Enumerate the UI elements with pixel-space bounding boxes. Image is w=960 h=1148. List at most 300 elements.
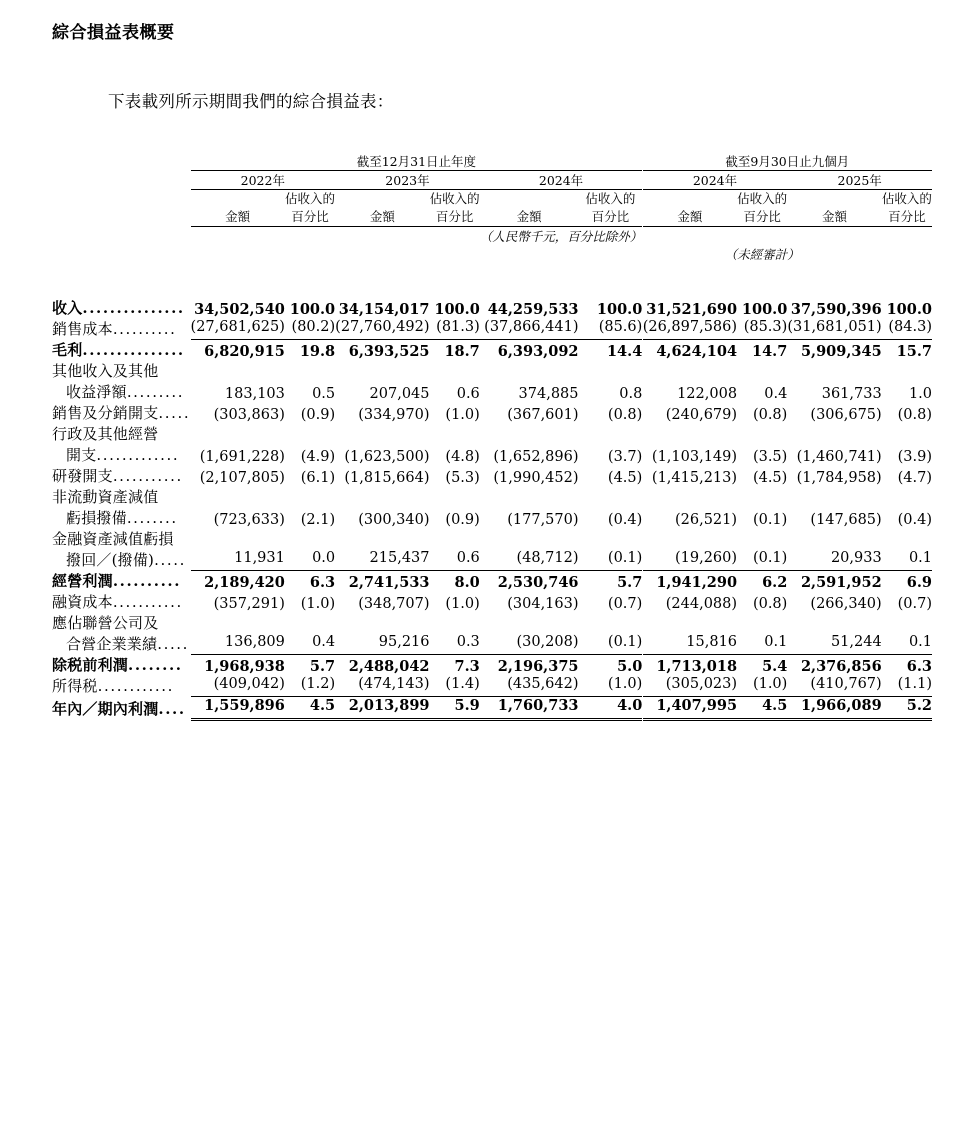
cell-percent: (85.6): [579, 318, 643, 339]
cell-amount: 215,437: [335, 549, 429, 570]
row-label-text: 銷售成本: [52, 320, 113, 339]
cell-percent: (1.0): [445, 596, 480, 613]
cell-percent: [430, 528, 480, 549]
cell-amount: (435,642): [480, 675, 579, 696]
row-label: [52, 381, 191, 402]
cell-percent: (4.5): [607, 470, 643, 487]
cell-amount: 6,820,915: [204, 343, 285, 361]
sub-header-percent-2023: 佔收入的 百分比: [429, 191, 480, 225]
cell-amount: [335, 528, 429, 549]
dot-leader: ............: [97, 677, 175, 696]
cell-percent: [430, 486, 480, 507]
cell-amount: (357,291): [213, 596, 285, 613]
row-label-text: 金融資產減值虧損: [52, 530, 174, 549]
cell-amount: (1,815,664): [344, 470, 430, 487]
cell-amount: 20,933: [787, 549, 881, 570]
sub-header-amount-2022: 金額: [225, 209, 251, 225]
cell-amount: 1,941,290: [656, 574, 738, 592]
cell-percent: (0.4): [607, 512, 643, 529]
cell-amount: (303,863): [213, 407, 285, 424]
cell-percent: [737, 612, 787, 633]
group-title-row: [52, 152, 932, 170]
dot-leader: .....: [154, 551, 186, 570]
row-label: [52, 486, 191, 507]
row-label-text: 開支: [66, 446, 97, 465]
dot-leader: ...............: [82, 341, 185, 360]
cell-percent: (0.8): [607, 407, 643, 424]
cell-percent: (4.8): [445, 449, 480, 466]
cell-percent: 100.0: [289, 301, 336, 319]
sub-header-percent-2024-interim: 佔收入的 百分比: [737, 191, 788, 225]
cell-percent: 0.5: [312, 386, 336, 403]
cell-amount: 11,931: [191, 549, 285, 570]
cell-percent: (4.7): [897, 470, 932, 487]
sub-header-percent-2025-interim: 佔收入的 百分比: [881, 191, 932, 225]
cell-percent: 0.1: [737, 633, 787, 654]
cell-percent: 0.1: [882, 549, 932, 570]
cell-amount: 361,733: [821, 386, 882, 403]
cell-percent: 0.8: [619, 386, 643, 403]
cell-amount: [480, 360, 579, 381]
cell-percent: 1.0: [908, 386, 932, 403]
cell-amount: [480, 528, 579, 549]
cell-percent: [285, 528, 335, 549]
row-label-text: 毛利: [52, 341, 83, 360]
table-row: [52, 381, 932, 402]
table-row: [52, 675, 932, 696]
year-header-2025-interim: 2025年: [837, 173, 882, 188]
row-label: [52, 570, 191, 591]
row-label-text: 應佔聯營公司及: [52, 614, 159, 633]
cell-percent: 18.7: [444, 343, 480, 361]
row-label: [52, 507, 191, 528]
dot-leader: .........: [126, 383, 185, 402]
intro-paragraph: 下表載列所示期間我們的綜合損益表：: [108, 92, 394, 111]
row-label-text: 研發開支: [52, 467, 113, 486]
table-row: [52, 528, 932, 549]
year-header-2023: 2023年: [385, 173, 430, 188]
cell-amount: (244,088): [665, 596, 738, 613]
sub-header-percent-2024: 佔收入的 百分比: [585, 191, 636, 225]
row-label: [52, 297, 191, 318]
sub-header-amount-2024-interim: 金額: [677, 209, 703, 225]
year-header-2022: 2022年: [240, 173, 285, 188]
cell-amount: [191, 423, 285, 444]
cell-percent: [430, 423, 480, 444]
cell-amount: 1,713,018: [656, 658, 738, 676]
cell-percent: [579, 612, 643, 633]
cell-amount: (2,107,805): [199, 470, 285, 487]
cell-amount: 2,488,042: [348, 658, 430, 676]
cell-amount: (31,681,051): [787, 318, 881, 339]
dot-leader: ....: [158, 700, 186, 719]
cell-percent: 5.2: [882, 696, 932, 719]
cell-percent: (0.1): [579, 633, 643, 654]
cell-amount: [335, 423, 429, 444]
table-row: [52, 339, 932, 360]
cell-amount: (240,679): [665, 407, 738, 424]
cell-percent: 14.4: [606, 343, 643, 361]
cell-amount: [480, 612, 579, 633]
cell-percent: (0.9): [445, 512, 480, 529]
cell-percent: 6.3: [309, 574, 336, 592]
cell-amount: [191, 486, 285, 507]
dot-leader: ..........: [112, 572, 182, 591]
cell-amount: [480, 486, 579, 507]
row-label: [52, 402, 191, 423]
page-title: 綜合損益表概要: [52, 23, 175, 43]
cell-percent: (0.9): [300, 407, 336, 424]
year-header-2024-interim: 2024年: [692, 173, 738, 188]
cell-percent: [430, 360, 480, 381]
row-label-text: 收入: [52, 299, 83, 318]
dot-leader: ...........: [112, 593, 183, 612]
dot-leader: ........: [128, 656, 183, 675]
cell-percent: 6.3: [906, 658, 932, 676]
cell-amount: 2,530,746: [497, 574, 579, 592]
table-row: [52, 507, 932, 528]
row-label: [52, 696, 191, 719]
cell-percent: (1.0): [300, 596, 336, 613]
cell-percent: [579, 360, 643, 381]
cell-amount: 37,590,396: [790, 301, 882, 319]
row-label-text: 撥回／(撥備): [66, 551, 155, 570]
cell-percent: (0.8): [752, 596, 788, 613]
cell-percent: 0.6: [430, 549, 480, 570]
cell-percent: 0.3: [430, 633, 480, 654]
cell-amount: (1,652,896): [493, 449, 579, 466]
cell-percent: (85.3): [737, 318, 787, 339]
table-row: [52, 297, 932, 318]
cell-percent: (5.3): [445, 470, 480, 487]
cell-amount: (27,760,492): [335, 318, 429, 339]
cell-percent: 100.0: [434, 301, 480, 319]
cell-percent: 5.7: [617, 574, 643, 592]
table-row: [52, 486, 932, 507]
cell-amount: (48,712): [480, 549, 579, 570]
row-label-text: 虧損撥備: [66, 509, 127, 528]
unit-note-row: [52, 227, 932, 245]
table-row: [52, 423, 932, 444]
dot-leader: .....: [157, 635, 190, 654]
table-row: [52, 465, 932, 486]
cell-percent: (1.1): [882, 675, 932, 696]
cell-amount: 15,816: [643, 633, 737, 654]
cell-percent: 0.4: [764, 386, 788, 403]
cell-amount: 1,760,733: [480, 696, 579, 719]
consolidated-income-statement-table: [52, 152, 932, 721]
row-label-text: 除税前利潤: [52, 656, 129, 675]
cell-amount: [787, 423, 881, 444]
cell-amount: 5,909,345: [800, 343, 882, 361]
cell-percent: 4.5: [737, 696, 787, 719]
cell-percent: [430, 612, 480, 633]
cell-percent: [285, 423, 335, 444]
cell-percent: 5.0: [617, 658, 643, 676]
cell-amount: (177,570): [507, 512, 579, 529]
year-title-row: [52, 171, 932, 189]
cell-amount: 1,407,995: [643, 696, 737, 719]
cell-percent: 100.0: [596, 301, 643, 319]
cell-amount: [191, 360, 285, 381]
cell-amount: (474,143): [335, 675, 429, 696]
cell-amount: 6,393,092: [497, 343, 579, 361]
row-label: [52, 465, 191, 486]
cell-amount: [335, 486, 429, 507]
cell-percent: 100.0: [886, 301, 932, 319]
cell-amount: 1,559,896: [191, 696, 285, 719]
cell-percent: 0.0: [285, 549, 335, 570]
cell-percent: 4.5: [285, 696, 335, 719]
group-header-nine-months: 截至9月30日止九個月: [725, 154, 850, 169]
dot-leader: ...........: [112, 467, 183, 486]
cell-amount: 95,216: [335, 633, 429, 654]
sub-header-row: [52, 190, 932, 226]
cell-percent: 5.4: [762, 658, 788, 676]
header-spacer-row: [52, 263, 932, 297]
cell-percent: [737, 528, 787, 549]
row-label: [52, 423, 191, 444]
cell-percent: (0.1): [579, 549, 643, 570]
cell-amount: (334,970): [358, 407, 430, 424]
row-label-text: 年內／期內利潤: [52, 700, 159, 719]
cell-amount: (723,633): [213, 512, 285, 529]
cell-percent: [882, 486, 932, 507]
cell-percent: (2.1): [300, 512, 336, 529]
cell-amount: (367,601): [507, 407, 579, 424]
cell-percent: 19.8: [299, 343, 336, 361]
table-body: [52, 297, 932, 719]
cell-percent: [579, 486, 643, 507]
row-label: [52, 675, 191, 696]
cell-percent: [882, 528, 932, 549]
dot-leader: .....: [158, 404, 191, 423]
cell-percent: (1.0): [445, 407, 480, 424]
cell-amount: [191, 528, 285, 549]
row-label-text: 銷售及分銷開支: [52, 404, 159, 423]
cell-amount: 6,393,525: [348, 343, 430, 361]
row-label-text: 收益淨額: [66, 383, 127, 402]
cell-percent: 0.1: [882, 633, 932, 654]
cell-percent: [882, 360, 932, 381]
cell-amount: 2,376,856: [800, 658, 882, 676]
cell-percent: [737, 486, 787, 507]
cell-amount: [643, 423, 737, 444]
cell-percent: (80.2): [285, 318, 335, 339]
cell-percent: 7.3: [454, 658, 480, 676]
cell-amount: 183,103: [224, 386, 285, 403]
cell-amount: (1,784,958): [796, 470, 882, 487]
cell-percent: [882, 423, 932, 444]
row-label-text: 其他收入及其他: [52, 362, 159, 381]
unaudited-note: （未經審計）: [724, 247, 800, 263]
cell-percent: (6.1): [300, 470, 336, 487]
cell-amount: [643, 486, 737, 507]
cell-percent: (84.3): [882, 318, 932, 339]
cell-amount: [643, 528, 737, 549]
cell-percent: (1.2): [285, 675, 335, 696]
cell-amount: (1,460,741): [796, 449, 882, 466]
cell-amount: 207,045: [369, 386, 430, 403]
sub-header-percent-2022: 佔收入的 百分比: [285, 191, 336, 225]
row-label-text: 非流動資產減值: [52, 488, 159, 507]
row-label-text: 經營利潤: [52, 572, 113, 591]
cell-amount: (1,691,228): [199, 449, 285, 466]
cell-amount: [643, 360, 737, 381]
cell-percent: (3.7): [607, 449, 643, 466]
row-label: [52, 633, 191, 654]
cell-amount: (1,103,149): [651, 449, 738, 466]
cell-percent: (4.5): [752, 470, 788, 487]
cell-amount: 51,244: [787, 633, 881, 654]
table-row: [52, 696, 932, 719]
cell-amount: 122,008: [677, 386, 738, 403]
cell-percent: (0.1): [752, 512, 788, 529]
sub-header-amount-2024: 金額: [516, 209, 542, 225]
cell-percent: [285, 612, 335, 633]
cell-percent: (81.3): [430, 318, 480, 339]
cell-percent: 4.0: [579, 696, 643, 719]
row-label: [52, 612, 191, 633]
cell-percent: (0.8): [897, 407, 932, 424]
cell-amount: 2,189,420: [204, 574, 285, 592]
cell-percent: 14.7: [751, 343, 788, 361]
cell-percent: (1.0): [579, 675, 643, 696]
cell-amount: (26,897,586): [643, 318, 737, 339]
cell-amount: (306,675): [810, 407, 882, 424]
cell-amount: 2,591,952: [800, 574, 882, 592]
cell-percent: (3.9): [897, 449, 932, 466]
cell-percent: [579, 528, 643, 549]
cell-amount: [335, 612, 429, 633]
table-row: [52, 633, 932, 654]
cell-amount: 1,966,089: [787, 696, 881, 719]
cell-percent: 6.2: [762, 574, 788, 592]
row-label: [52, 360, 191, 381]
cell-amount: (37,866,441): [480, 318, 579, 339]
cell-percent: 0.6: [456, 386, 480, 403]
row-label: [52, 444, 191, 465]
cell-percent: [579, 423, 643, 444]
dot-leader: ..........: [112, 320, 177, 339]
cell-amount: 2,196,375: [497, 658, 579, 676]
cell-amount: (27,681,625): [191, 318, 285, 339]
cell-percent: [737, 423, 787, 444]
cell-amount: 34,502,540: [194, 301, 285, 319]
cell-amount: [787, 528, 881, 549]
row-label: [52, 591, 191, 612]
cell-amount: 4,624,104: [656, 343, 738, 361]
table-row: [52, 570, 932, 591]
sub-header-amount-2023: 金額: [369, 209, 395, 225]
table-row: [52, 318, 932, 339]
cell-percent: (4.9): [300, 449, 336, 466]
cell-percent: 5.9: [430, 696, 480, 719]
cell-amount: (300,340): [358, 512, 430, 529]
dot-leader: ...............: [82, 299, 185, 318]
cell-percent: [285, 360, 335, 381]
table-row: [52, 654, 932, 675]
cell-amount: (1,415,213): [651, 470, 738, 487]
year-header-2024: 2024年: [538, 173, 584, 188]
currency-unit-note: （人民幣千元，百分比除外）: [479, 229, 643, 245]
cell-percent: (0.8): [752, 407, 788, 424]
cell-percent: 8.0: [454, 574, 480, 592]
cell-amount: (30,208): [480, 633, 579, 654]
row-label: [52, 318, 191, 339]
table-row: [52, 549, 932, 570]
cell-percent: (0.7): [897, 596, 932, 613]
cell-amount: (409,042): [191, 675, 285, 696]
cell-amount: (1,623,500): [344, 449, 430, 466]
cell-amount: [335, 360, 429, 381]
cell-percent: [737, 360, 787, 381]
cell-amount: [643, 612, 737, 633]
group-header-annual: 截至12月31日止年度: [356, 154, 477, 169]
cell-amount: [191, 612, 285, 633]
cell-percent: (1.0): [737, 675, 787, 696]
row-label: [52, 549, 191, 570]
cell-amount: [787, 612, 881, 633]
cell-amount: 34,154,017: [338, 301, 430, 319]
row-label: [52, 528, 191, 549]
cell-percent: 0.4: [285, 633, 335, 654]
table-header: [52, 152, 932, 297]
row-label-text: 行政及其他經營: [52, 425, 159, 444]
cell-percent: 6.9: [906, 574, 932, 592]
table-row: [52, 444, 932, 465]
cell-amount: (1,990,452): [493, 470, 579, 487]
cell-percent: (3.5): [752, 449, 788, 466]
cell-amount: 374,885: [518, 386, 579, 403]
cell-percent: (0.7): [607, 596, 643, 613]
cell-percent: [882, 612, 932, 633]
cell-amount: (304,163): [507, 596, 579, 613]
table-row: [52, 591, 932, 612]
cell-amount: [480, 423, 579, 444]
cell-amount: (266,340): [810, 596, 882, 613]
row-label: [52, 339, 191, 360]
row-label-text: 合營企業業績: [66, 635, 158, 654]
cell-amount: (305,023): [643, 675, 737, 696]
cell-percent: (0.4): [897, 512, 932, 529]
unaudited-note-row: [52, 245, 932, 263]
cell-amount: 1,968,938: [204, 658, 285, 676]
cell-amount: (348,707): [358, 596, 430, 613]
cell-percent: 100.0: [741, 301, 788, 319]
table-row: [52, 360, 932, 381]
cell-amount: (147,685): [810, 512, 882, 529]
cell-amount: 44,259,533: [487, 301, 579, 319]
cell-amount: 2,741,533: [348, 574, 430, 592]
cell-percent: 15.7: [896, 343, 932, 361]
cell-amount: (19,260): [643, 549, 737, 570]
cell-percent: [285, 486, 335, 507]
cell-amount: [787, 360, 881, 381]
table-row: [52, 612, 932, 633]
dot-leader: ........: [126, 509, 178, 528]
cell-percent: (1.4): [430, 675, 480, 696]
cell-amount: 2,013,899: [335, 696, 429, 719]
cell-amount: (410,767): [787, 675, 881, 696]
row-label: [52, 654, 191, 675]
row-label-text: 所得税: [52, 677, 98, 696]
sub-header-amount-2025-interim: 金額: [821, 209, 847, 225]
cell-amount: 31,521,690: [646, 301, 738, 319]
cell-percent: (0.1): [737, 549, 787, 570]
cell-amount: [787, 486, 881, 507]
table-row: [52, 402, 932, 423]
